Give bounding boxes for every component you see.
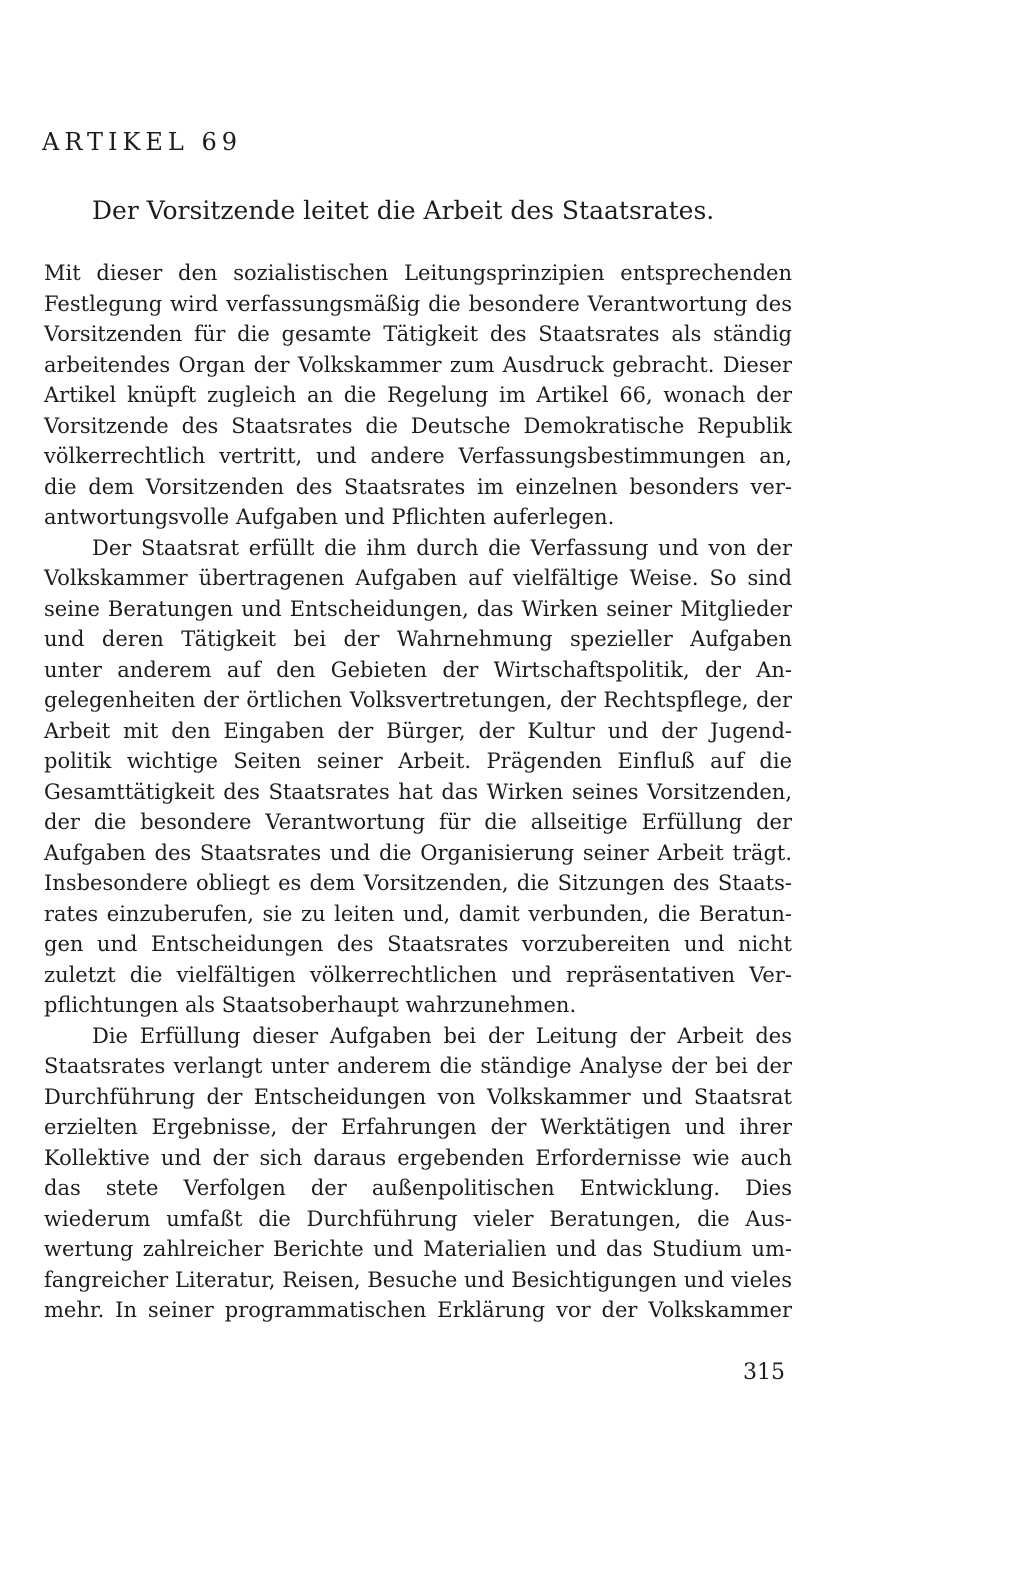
text-line: völkerrechtlich vertritt, und andere Verfassungsbestimmungen an,	[44, 444, 792, 468]
text-line: das stete Verfolgen der außenpolitischen Entwicklung. Dies	[44, 1176, 792, 1200]
page-number: 315	[743, 1360, 785, 1385]
text-line: der die besondere Verantwortung für die allseitige Erfüllung der	[44, 810, 792, 834]
paragraph	[44, 1021, 792, 1326]
text-line: Vorsitzenden für die gesamte Tätigkeit des Staatsrates als ständig	[44, 322, 792, 346]
commentary-text	[44, 258, 792, 1326]
text-line: seine Beratungen und Entscheidungen, das Wirken seiner Mitglieder	[44, 596, 792, 621]
text-line: politik wichtige Seiten seiner Arbeit. Prägenden Einfluß auf die	[44, 749, 792, 773]
text-line: und deren Tätigkeit bei der Wahrnehmung spezieller Aufgaben	[44, 627, 792, 651]
text-line: Kollektive und der sich daraus ergebenden Erfordernisse wie auch	[44, 1145, 792, 1170]
text-line: gelegenheiten der örtlichen Volksvertretungen, der Rechtspflege, der	[44, 688, 792, 712]
text-line: fangreicher Literatur, Reisen, Besuche und Besichtigungen und vieles	[44, 1267, 792, 1292]
text-line: Artikel knüpft zugleich an die Regelung im Artikel 66, wonach der	[44, 383, 792, 407]
text-line: arbeitendes Organ der Volkskammer zum Ausdruck gebracht. Dieser	[44, 352, 792, 377]
text-line: unter anderem auf den Gebieten der Wirtschaftspolitik, der An-	[44, 657, 792, 682]
paragraph	[44, 533, 792, 1021]
text-line: Gesamttätigkeit des Staatsrates hat das Wirken seines Vorsitzenden,	[44, 779, 792, 804]
text-line: Staatsrates verlangt unter anderem die ständige Analyse der bei der	[44, 1054, 792, 1078]
text-line: mehr. In seiner programmatischen Erklärung vor der Volkskammer	[44, 1298, 792, 1322]
text-line: Arbeit mit den Eingaben der Bürger, der Kultur und der Jugend-	[44, 718, 792, 743]
text-line: pflichtungen als Staatsoberhaupt wahrzunehmen.	[44, 993, 577, 1017]
text-line: antwortungsvolle Aufgaben und Pflichten auferlegen.	[44, 505, 615, 529]
text-line: Durchführung der Entscheidungen von Volkskammer und Staatsrat	[44, 1084, 792, 1109]
text-line: Vorsitzende des Staatsrates die Deutsche Demokratische Republik	[44, 413, 792, 438]
text-line: Aufgaben des Staatsrates und die Organisierung seiner Arbeit trägt.	[44, 840, 792, 865]
text-line: zuletzt die vielfältigen völkerrechtlichen und repräsentativen Ver-	[44, 962, 792, 987]
text-line: Die Erfüllung dieser Aufgaben bei der Leitung der Arbeit des	[92, 1023, 792, 1048]
text-line: wiederum umfaßt die Durchführung vieler Beratungen, die Aus-	[44, 1206, 792, 1231]
text-line: rates einzuberufen, sie zu leiten und, damit verbunden, die Beratun-	[44, 901, 792, 926]
text-line: Mit dieser den sozialistischen Leitungsprinzipien entsprechenden	[44, 261, 792, 285]
text-line: Festlegung wird verfassungsmäßig die besondere Verantwortung des	[44, 291, 792, 316]
text-line: Insbesondere obliegt es dem Vorsitzenden, die Sitzungen des Staats-	[44, 871, 792, 895]
text-line: Der Staatsrat erfüllt die ihm durch die Verfassung und von der	[92, 535, 792, 560]
text-line: gen und Entscheidungen des Staatsrates vorzubereiten und nicht	[44, 932, 792, 956]
text-line: die dem Vorsitzenden des Staatsrates im einzelnen besonders ver-	[44, 474, 792, 499]
text-line: erzielten Ergebnisse, der Erfahrungen der Werktätigen und ihrer	[44, 1115, 792, 1139]
article-number-heading: ARTIKEL 69	[42, 128, 243, 156]
text-line: Volkskammer übertragenen Aufgaben auf vielfältige Weise. So sind	[44, 566, 792, 590]
text-line: wertung zahlreicher Berichte und Materialien und das Studium um-	[44, 1237, 792, 1261]
article-title: Der Vorsitzende leitet die Arbeit des Staatsrates.	[92, 196, 715, 225]
paragraph	[44, 258, 792, 533]
